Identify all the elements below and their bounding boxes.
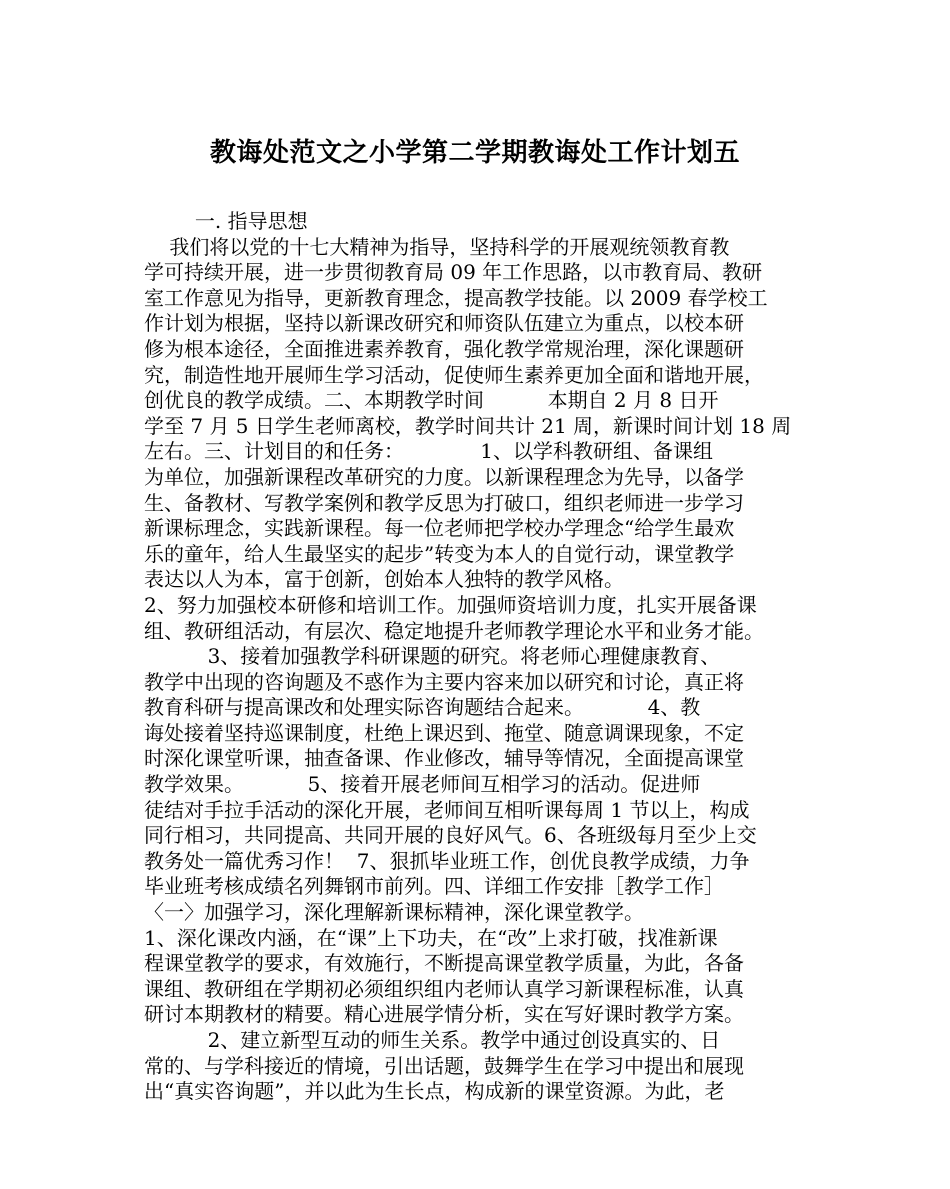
body-text-line: 生、备教材、写教学案例和教学反思为打破口，组织老师进一步学习: [144, 490, 744, 515]
body-text-line: 时深化课堂听课，抽查备课、作业修改，辅导等情况，全面提高课堂: [144, 746, 744, 771]
body-text-line: 2、努力加强校本研修和培训工作。加强师资培训力度，扎实开展备课: [144, 592, 757, 617]
body-text-line: 学至 7 月 5 日学生老师离校，教学时间共计 21 周，新课时间计划 18 周: [144, 413, 792, 438]
body-text-line: 3、接着加强教学科研课题的研究。将老师心理健康教育、: [144, 644, 721, 669]
body-text-line: 同行相习，共同提高、共同开展的良好风气。6、各班级每月至少上交: [144, 823, 757, 848]
body-text-line: 表达以人为本，富于创新，创始本人独特的教学风格。: [144, 567, 624, 592]
body-text-line: 教务处一篇优秀习作！ 7、狠抓毕业班工作，创优良教学成绩，力争: [144, 848, 750, 873]
body-text-line: 修为根本途径，全面推进素养教育，强化教学常规治理，深化课题研: [144, 336, 744, 361]
body-text-line: 毕业班考核成绩名列舞钢市前列。四、详细工作安排［教学工作］: [144, 874, 724, 899]
body-text-line: 研讨本期教材的精要。精心进展学情分析，实在写好课时教学方案。: [144, 1002, 744, 1027]
body-text-line: 作计划为根据，坚持以新课改研究和师资队伍建立为重点，以校本研: [144, 311, 744, 336]
body-text-line: 程课堂教学的要求，有效施行，不断提高课堂教学质量，为此，各备: [144, 951, 744, 976]
body-text-line: 究，制造性地开展师生学习活动，促使师生素养更加全面和谐地开展，: [144, 362, 764, 387]
body-text-line: 教学效果。 5、接着开展老师间互相学习的活动。促进师: [144, 772, 701, 797]
body-text-line: 〈一〉加强学习，深化理解新课标精神，深化课堂教学。: [144, 900, 644, 925]
body-text-line: 教学中出现的咨询题及不惑作为主要内容来加以研究和讨论，真正将: [144, 669, 744, 694]
document-title: 教诲处范文之小学第二学期教诲处工作计划五: [209, 138, 740, 168]
body-text-line: 1、深化课改内涵，在“课”上下功夫，在“改”上求打破，找准新课: [144, 925, 718, 950]
document-body: [144, 209, 814, 1105]
body-text-line: 乐的童年，给人生最坚实的起步”转变为本人的自觉行动，课堂教学: [144, 541, 735, 566]
body-text-line: 一. 指导思想: [144, 209, 308, 233]
body-text-line: 出“真实咨询题”，并以此为生长点，构成新的课堂资源。为此，老: [144, 1079, 725, 1104]
body-text-line: 为单位，加强新课程改革研究的力度。以新课程理念为先导，以备学: [144, 464, 744, 489]
body-text-line: 徒结对手拉手活动的深化开展，老师间互相听课每周 1 节以上，构成: [144, 797, 750, 822]
body-text-line: 创优良的教学成绩。二、本期教学时间 本期自 2 月 8 日开: [144, 388, 719, 413]
body-text-line: 组、教研组活动，有层次、稳定地提升老师教学理论水平和业务才能。: [144, 618, 764, 643]
body-text-line: 室工作意见为指导，更新教育理念，提高教学技能。以 2009 春学校工: [144, 285, 768, 310]
body-text-line: 2、建立新型互动的师生关系。教学中通过创设真实的、日: [144, 1028, 721, 1052]
body-text-line: 诲处接着坚持巡课制度，杜绝上课迟到、拖堂、随意调课现象，不定: [144, 720, 744, 745]
body-text-line: 我们将以党的十七大精神为指导，坚持科学的开展观统领教育教: [144, 234, 730, 259]
body-text-line: 新课标理念，实践新课程。每一位老师把学校办学理念“给学生最欢: [144, 516, 735, 541]
body-text-line: 左右。三、计划目的和任务： 1、以学科教研组、备课组: [144, 439, 714, 464]
body-text-line: 课组、教研组在学期初必须组织组内老师认真学习新课程标准，认真: [144, 976, 744, 1001]
body-text-line: 常的、与学科接近的情境，引出话题，鼓舞学生在学习中提出和展现: [144, 1053, 744, 1078]
body-text-line: 学可持续开展，进一步贯彻教育局 09 年工作思路，以市教育局、教研: [144, 260, 763, 285]
body-text-line: 教育科研与提高课改和处理实际咨询题结合起来。 4、教: [144, 695, 701, 720]
